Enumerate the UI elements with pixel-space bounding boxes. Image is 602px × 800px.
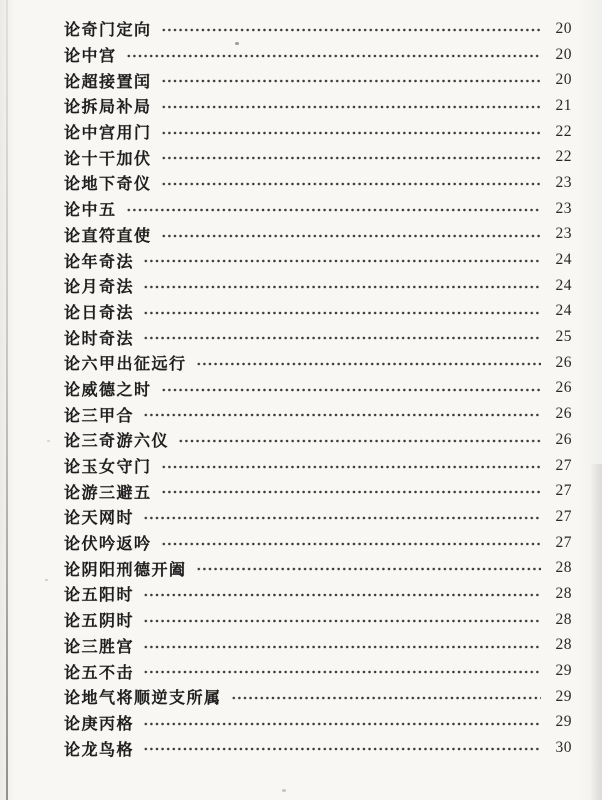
toc-entry-page: 24 (555, 251, 572, 269)
toc-entry-page: 29 (555, 713, 572, 731)
dot-leader (143, 607, 541, 633)
toc-entry-title: 论天网时 (64, 508, 135, 528)
toc-entry-page: 22 (555, 122, 572, 140)
toc-entry (64, 350, 572, 376)
dot-leader (161, 144, 541, 170)
dot-leader (161, 453, 541, 479)
toc-entry-page: 26 (555, 430, 572, 448)
toc-entry-title: 论玉女守门 (64, 457, 152, 477)
toc-entry-page: 28 (555, 584, 572, 602)
toc-entry (64, 453, 572, 479)
toc-entry-title: 论日奇法 (64, 302, 135, 322)
dot-leader (161, 530, 541, 556)
toc-entry (64, 67, 572, 93)
dot-leader (143, 247, 541, 273)
toc-entry-page: 25 (555, 328, 572, 346)
dot-leader (143, 633, 541, 659)
dot-leader (143, 401, 541, 427)
dot-leader (161, 376, 541, 402)
dot-leader (196, 555, 541, 581)
toc-entry (64, 299, 572, 325)
dot-leader (143, 299, 541, 325)
toc-entry-title: 论游三避五 (64, 482, 152, 502)
toc-entry-page: 20 (555, 71, 572, 89)
dot-leader (143, 735, 541, 761)
toc-entry-page: 30 (555, 739, 572, 757)
toc-entry-page: 27 (555, 456, 572, 474)
toc-entry (64, 504, 572, 530)
toc-entry-title: 论三奇游六仪 (64, 431, 170, 451)
toc-entry (64, 658, 572, 684)
toc-entry-title: 论超接置闰 (64, 71, 152, 91)
dot-leader (143, 658, 541, 684)
toc-entry-title: 论伏吟返吟 (64, 534, 152, 554)
toc-entry (64, 710, 572, 736)
toc-entry (64, 196, 572, 222)
toc-entry-page: 21 (555, 96, 572, 114)
dot-leader (126, 196, 541, 222)
toc-entry-page: 26 (555, 353, 572, 371)
dot-leader (143, 710, 541, 736)
toc-entry-title: 论三胜宫 (64, 636, 135, 656)
dot-leader (126, 42, 541, 68)
toc-entry-title: 论时奇法 (64, 328, 135, 348)
toc-entry-page: 22 (555, 148, 572, 166)
scan-edge-shadow (590, 464, 602, 800)
toc-entry-title: 论五不击 (64, 662, 135, 682)
toc-entry-title: 论五阴时 (64, 611, 135, 631)
toc-entry (64, 427, 572, 453)
toc-entry-title: 论拆局补局 (64, 97, 152, 117)
dot-leader (143, 324, 541, 350)
toc-entry-page: 26 (555, 405, 572, 423)
toc-entry-title: 论龙鸟格 (64, 739, 135, 759)
toc-entry (64, 376, 572, 402)
toc-entry-title: 论地气将顺逆支所属 (64, 688, 222, 708)
scan-speck (47, 440, 50, 442)
toc-entry-title: 论五阳时 (64, 585, 135, 605)
toc-entry-title: 论地下奇仪 (64, 174, 152, 194)
toc-entry-page: 23 (555, 225, 572, 243)
toc-entry (64, 119, 572, 145)
toc-entry (64, 555, 572, 581)
toc-entry (64, 16, 572, 42)
toc-entry-page: 24 (555, 276, 572, 294)
dot-leader (161, 16, 541, 42)
dot-leader (161, 170, 541, 196)
toc-entry (64, 735, 572, 761)
toc-entry (64, 324, 572, 350)
toc-entry (64, 581, 572, 607)
toc-entry-page: 27 (555, 482, 572, 500)
toc-entry-page: 29 (555, 662, 572, 680)
toc-entry-title: 论威德之时 (64, 379, 152, 399)
dot-leader (161, 478, 541, 504)
toc-entry (64, 42, 572, 68)
toc-entry-page: 27 (555, 533, 572, 551)
toc-entry-page: 23 (555, 173, 572, 191)
dot-leader (161, 93, 541, 119)
toc-entry-page: 27 (555, 507, 572, 525)
toc-entry-title: 论中宫用门 (64, 123, 152, 143)
dot-leader (161, 119, 541, 145)
toc-entry-title: 论六甲出征远行 (64, 354, 187, 374)
toc-entry-page: 20 (555, 45, 572, 63)
toc-entry-title: 论阴阳刑德开阖 (64, 559, 187, 579)
toc-entry-title: 论月奇法 (64, 277, 135, 297)
toc-entry-title: 论庚丙格 (64, 713, 135, 733)
toc-entry (64, 530, 572, 556)
dot-leader (178, 427, 541, 453)
toc-entry (64, 684, 572, 710)
toc-list (64, 16, 572, 761)
toc-entry (64, 478, 572, 504)
dot-leader (143, 504, 541, 530)
scan-speck (282, 789, 286, 792)
toc-entry-title: 论奇门定向 (64, 20, 152, 40)
toc-entry-page: 20 (555, 19, 572, 37)
toc-entry (64, 247, 572, 273)
toc-entry-page: 24 (555, 302, 572, 320)
toc-entry-title: 论中宫 (64, 46, 117, 66)
toc-entry (64, 93, 572, 119)
toc-entry (64, 633, 572, 659)
toc-entry-title: 论中五 (64, 200, 117, 220)
toc-entry-title: 论年奇法 (64, 251, 135, 271)
toc-entry-page: 26 (555, 379, 572, 397)
toc-entry-page: 28 (555, 559, 572, 577)
dot-leader (231, 684, 541, 710)
dot-leader (161, 222, 541, 248)
toc-entry-page: 28 (555, 636, 572, 654)
scan-speck (45, 579, 48, 581)
scan-crease-artifact (6, 0, 8, 800)
toc-entry-title: 论直符直使 (64, 225, 152, 245)
dot-leader (196, 350, 541, 376)
toc-entry-page: 29 (555, 687, 572, 705)
dot-leader (143, 273, 541, 299)
toc-entry (64, 222, 572, 248)
toc-entry (64, 273, 572, 299)
toc-entry-title: 论十干加伏 (64, 148, 152, 168)
dot-leader (161, 67, 541, 93)
toc-entry (64, 170, 572, 196)
toc-entry-page: 23 (555, 199, 572, 217)
dot-leader (143, 581, 541, 607)
toc-entry-page: 28 (555, 610, 572, 628)
toc-entry-title: 论三甲合 (64, 405, 135, 425)
toc-entry (64, 401, 572, 427)
toc-entry (64, 144, 572, 170)
toc-entry (64, 607, 572, 633)
